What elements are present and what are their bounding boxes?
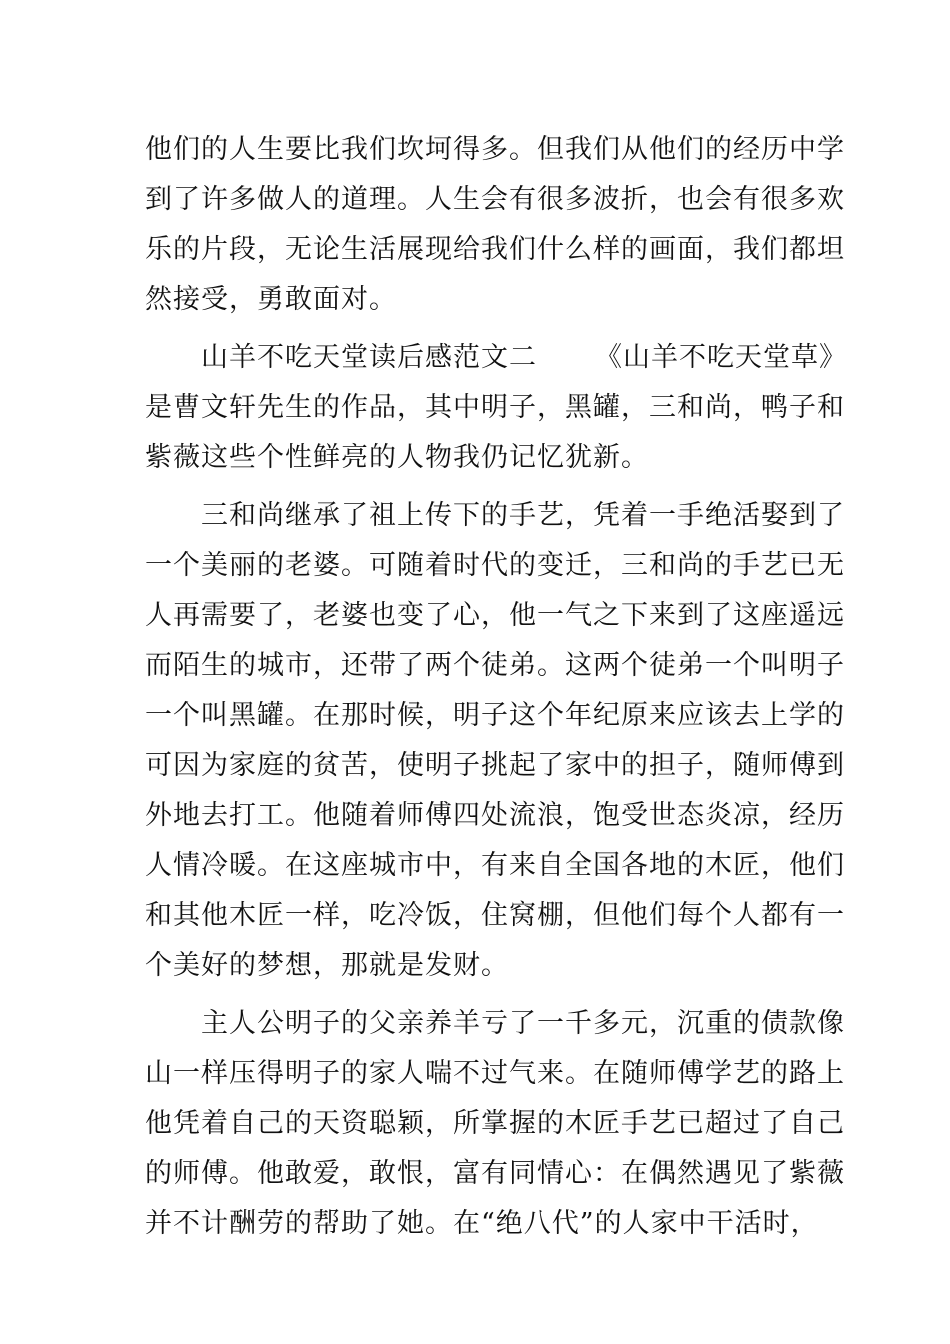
text-line: 三和尚继承了祖上传下的手艺，凭着一手绝活娶到了 (201, 500, 845, 531)
text-line: 主人公明子的父亲养羊亏了一千多元，沉重的债款像 (201, 1008, 845, 1039)
paragraph-2 (145, 333, 847, 483)
paragraph-1 (145, 125, 845, 325)
paragraph-4 (145, 999, 845, 1249)
paragraph-3 (145, 491, 845, 991)
text-line: 山一样压得明子的家人喘不过气来。在随师傅学艺的路上 (145, 1058, 845, 1089)
text-line: 一个叫黑罐。在那时候，明子这个年纪原来应该去上学的 (145, 700, 845, 731)
text-line: 乐的片段，无论生活展现给我们什么样的画面，我们都坦 (145, 234, 845, 265)
text-line: 然接受，勇敢面对。 (145, 284, 397, 315)
text-line: 紫薇这些个性鲜亮的人物我仍记忆犹新。 (145, 442, 649, 473)
section-heading: 山羊不吃天堂读后感范文二 (201, 342, 537, 373)
text-line: 是曹文轩先生的作品，其中明子，黑罐，三和尚，鸭子和 (145, 392, 845, 423)
text-line: 个美好的梦想，那就是发财。 (145, 950, 509, 981)
text-line: 可因为家庭的贫苦，使明子挑起了家中的担子，随师傅到 (145, 750, 845, 781)
text-line: 一个美丽的老婆。可随着时代的变迁，三和尚的手艺已无 (145, 550, 845, 581)
text-line: 外地去打工。他随着师傅四处流浪，饱受世态炎凉，经历 (145, 800, 845, 831)
text-line: 他们的人生要比我们坎坷得多。但我们从他们的经历中学 (145, 134, 845, 165)
section-heading-line (145, 333, 847, 383)
text-line: 而陌生的城市，还带了两个徒弟。这两个徒弟一个叫明子 (145, 650, 845, 681)
text-line: 人再需要了，老婆也变了心，他一气之下来到了这座遥远 (145, 600, 845, 631)
book-title: 《山羊不吃天堂草》 (595, 342, 847, 373)
text-line: 和其他木匠一样，吃冷饭，住窝棚，但他们每个人都有一 (145, 900, 845, 931)
text-line: 的师傅。他敢爱，敢恨，富有同情心：在偶然遇见了紫薇 (145, 1158, 845, 1189)
text-line: 到了许多做人的道理。人生会有很多波折，也会有很多欢 (145, 184, 845, 215)
text-line: 并不计酬劳的帮助了她。在“绝八代”的人家中干活时， (145, 1208, 819, 1239)
text-line: 人情冷暖。在这座城市中，有来自全国各地的木匠，他们 (145, 850, 845, 881)
document-body (145, 125, 847, 1257)
text-line: 他凭着自己的天资聪颖，所掌握的木匠手艺已超过了自己 (145, 1108, 845, 1139)
